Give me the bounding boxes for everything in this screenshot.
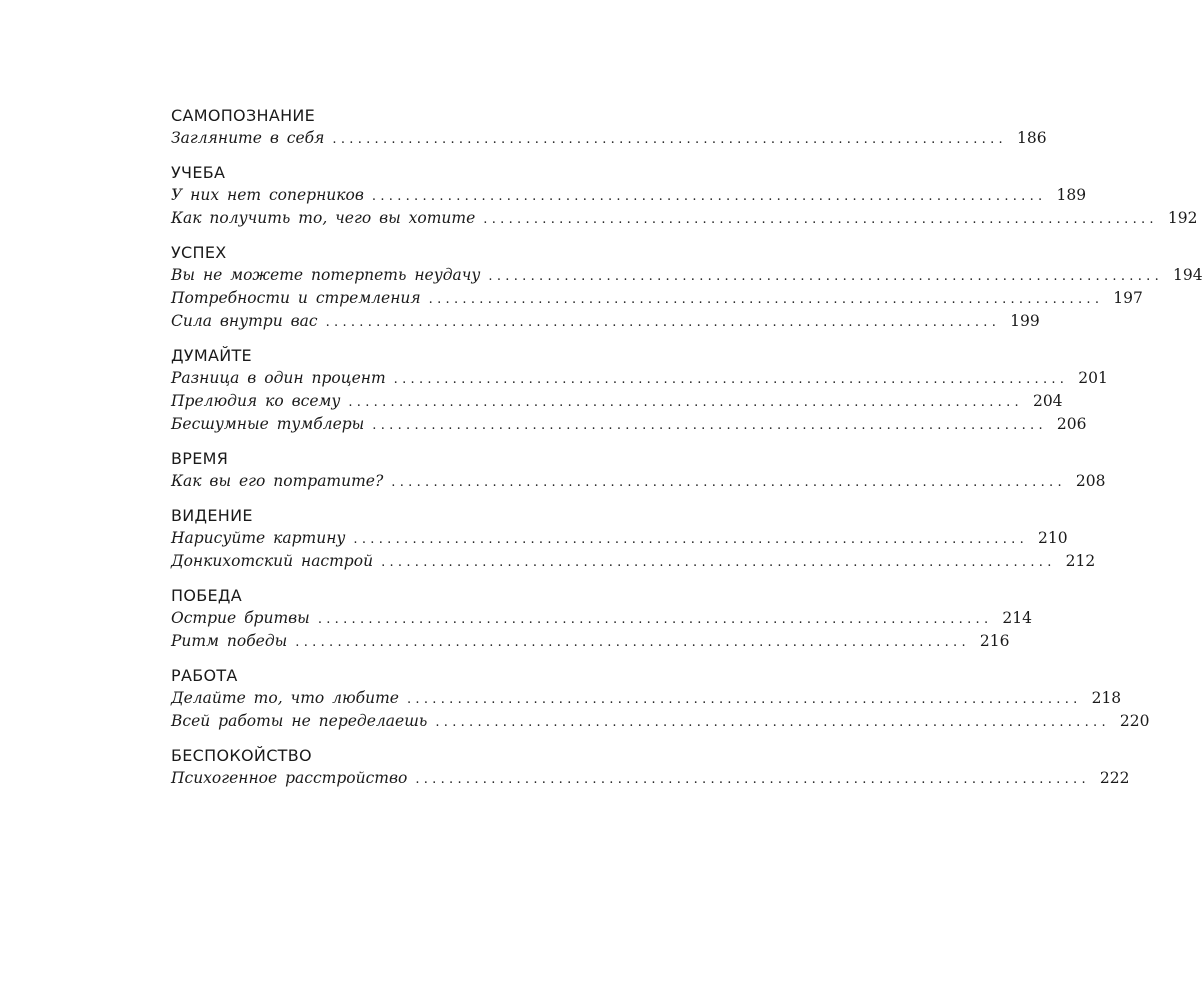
dot-leader: ................................................................................ (325, 315, 1001, 330)
page-number: 189 (1056, 186, 1087, 204)
toc-entry[interactable] (171, 607, 1032, 630)
toc-entry[interactable] (171, 767, 1130, 790)
page-number: 204 (1032, 392, 1063, 410)
section-heading: ПОБЕДА (171, 586, 242, 605)
dot-leader: ................................................................................ (393, 372, 1069, 387)
page-number: 186 (1016, 129, 1047, 147)
toc-entry[interactable] (171, 710, 1150, 733)
page-number: 192 (1167, 209, 1198, 227)
toc-entry[interactable] (171, 310, 1040, 333)
toc-entry[interactable] (171, 264, 1203, 287)
section-heading: САМОПОЗНАНИЕ (171, 106, 316, 125)
page-number: 201 (1078, 369, 1108, 387)
toc-section (171, 745, 1130, 790)
dot-leader: ................................................................................ (435, 715, 1110, 730)
table-of-contents (171, 105, 1203, 802)
toc-entry[interactable] (171, 390, 1063, 413)
toc-section (171, 665, 1150, 733)
dot-leader: ................................................................................ (415, 772, 1090, 787)
toc-entry[interactable] (171, 287, 1143, 310)
entry-title: Как получить то, чего вы хотите (171, 209, 476, 227)
dot-leader: ................................................................................ (295, 635, 970, 650)
toc-entry[interactable] (171, 470, 1106, 493)
entry-title: Психогенное расстройство (171, 769, 408, 787)
dot-leader: ................................................................................ (353, 532, 1029, 547)
toc-entry[interactable] (171, 367, 1108, 390)
dot-leader: ................................................................................ (406, 692, 1082, 707)
page-number: 220 (1119, 712, 1150, 730)
page-number: 206 (1056, 415, 1087, 433)
dot-leader: ................................................................................ (332, 132, 1007, 147)
page-number: 197 (1113, 289, 1143, 307)
toc-entry[interactable] (171, 687, 1122, 710)
toc-entry[interactable] (171, 630, 1010, 653)
entry-title: Разница в один процент (171, 369, 386, 387)
entry-title: Ритм победы (171, 632, 288, 650)
entry-title: Прелюдия ко всему (171, 392, 341, 410)
page-number: 216 (979, 632, 1010, 650)
page-number: 222 (1099, 769, 1130, 787)
entry-title: Как вы его потратите? (171, 472, 384, 490)
section-heading: УСПЕХ (171, 243, 227, 262)
page-number: 208 (1075, 472, 1106, 490)
entry-title: Вы не можете потерпеть неудачу (171, 266, 481, 284)
dot-leader: ................................................................................ (371, 189, 1047, 204)
dot-leader: ................................................................................ (391, 475, 1066, 490)
entry-title: Всей работы не переделаешь (171, 712, 428, 730)
section-heading: УЧЕБА (171, 163, 226, 182)
section-heading: ДУМАЙТЕ (171, 346, 252, 365)
entry-title: У них нет соперников (171, 186, 364, 204)
section-heading: ВИДЕНИЕ (171, 506, 253, 525)
page-number: 214 (1002, 609, 1032, 627)
section-heading: БЕСПОКОЙСТВО (171, 746, 312, 765)
entry-title: Острие бритвы (171, 609, 310, 627)
toc-section (171, 345, 1108, 436)
entry-title: Донкихотский настрой (171, 552, 374, 570)
toc-section (171, 242, 1203, 333)
toc-entry[interactable] (171, 207, 1198, 230)
dot-leader: ................................................................................ (428, 292, 1104, 307)
section-heading: РАБОТА (171, 666, 238, 685)
page-number: 199 (1010, 312, 1040, 330)
page-number: 210 (1038, 529, 1068, 547)
toc-entry[interactable] (171, 127, 1047, 150)
toc-entry[interactable] (171, 184, 1087, 207)
toc-section (171, 505, 1096, 573)
entry-title: Загляните в себя (171, 129, 325, 147)
entry-title: Потребности и стремления (171, 289, 421, 307)
toc-section (171, 448, 1106, 493)
entry-title: Нарисуйте картину (171, 529, 346, 547)
dot-leader: ................................................................................ (381, 555, 1056, 570)
dot-leader: ................................................................................ (372, 418, 1047, 433)
dot-leader: ................................................................................ (317, 612, 993, 627)
page-number: 218 (1091, 689, 1122, 707)
toc-entry[interactable] (171, 527, 1068, 550)
page-number: 194 (1173, 266, 1203, 284)
page-number: 212 (1065, 552, 1096, 570)
entry-title: Сила внутри вас (171, 312, 318, 330)
toc-section (171, 585, 1032, 653)
dot-leader: ................................................................................ (488, 269, 1164, 284)
toc-entry[interactable] (171, 413, 1087, 436)
dot-leader: ................................................................................ (348, 395, 1023, 410)
toc-section (171, 162, 1198, 230)
toc-section (171, 105, 1047, 150)
entry-title: Делайте то, что любите (171, 689, 399, 707)
dot-leader: ................................................................................ (483, 212, 1158, 227)
entry-title: Бесшумные тумблеры (171, 415, 365, 433)
section-heading: ВРЕМЯ (171, 449, 229, 468)
toc-entry[interactable] (171, 550, 1096, 573)
